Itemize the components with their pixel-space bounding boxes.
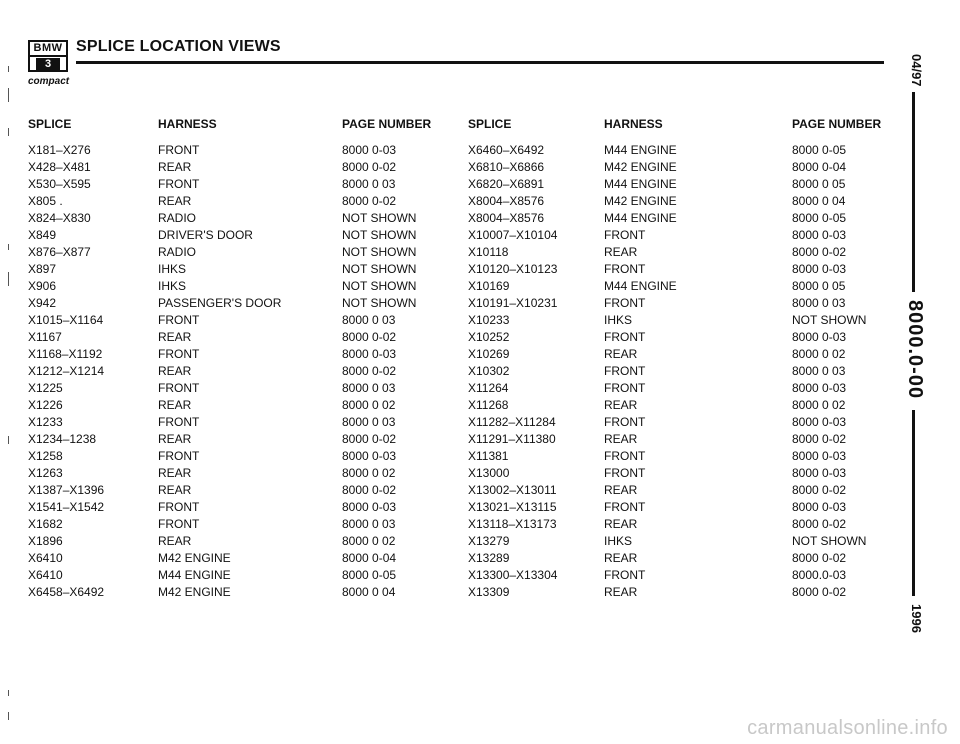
margin-mark bbox=[8, 128, 9, 136]
splice-cell: X530–X595 bbox=[28, 177, 91, 191]
splice-cell: X13002–X13011 bbox=[468, 483, 557, 497]
harness-cell: FRONT bbox=[604, 415, 646, 429]
harness-cell: REAR bbox=[158, 330, 192, 344]
page-number-cell: NOT SHOWN bbox=[342, 211, 417, 225]
page-number-cell: 8000 0-02 bbox=[792, 517, 847, 531]
page-number-cell: 8000 0 03 bbox=[792, 364, 846, 378]
page-number-cell: 8000 0 03 bbox=[342, 313, 396, 327]
side-rule bbox=[912, 92, 915, 292]
harness-cell: IHKS bbox=[158, 279, 187, 293]
splice-cell: X10169 bbox=[468, 279, 510, 293]
harness-cell: FRONT bbox=[604, 449, 646, 463]
splice-cell: X13309 bbox=[468, 585, 510, 599]
page-number-cell: 8000 0 02 bbox=[342, 466, 396, 480]
harness-cell: FRONT bbox=[158, 381, 200, 395]
page-number-cell: 8000 0 03 bbox=[342, 517, 396, 531]
page-number-cell: NOT SHOWN bbox=[792, 313, 867, 327]
splice-cell: X1234–1238 bbox=[28, 432, 97, 446]
harness-cell: M42 ENGINE bbox=[158, 585, 231, 599]
page-number-cell: 8000 0-02 bbox=[342, 194, 397, 208]
splice-cell: X1263 bbox=[28, 466, 63, 480]
harness-cell: M42 ENGINE bbox=[604, 194, 677, 208]
splice-cell: X876–X877 bbox=[28, 245, 91, 259]
harness-cell: RADIO bbox=[158, 245, 197, 259]
harness-cell: REAR bbox=[604, 551, 638, 565]
splice-cell: X6458–X6492 bbox=[28, 585, 105, 599]
side-rule bbox=[912, 410, 915, 596]
page-number-cell: 8000 0-03 bbox=[792, 330, 847, 344]
splice-cell: X10252 bbox=[468, 330, 510, 344]
page-number-cell: 8000 0-02 bbox=[792, 551, 847, 565]
harness-cell: FRONT bbox=[158, 347, 200, 361]
page-number-cell: NOT SHOWN bbox=[342, 279, 417, 293]
splice-cell: X8004–X8576 bbox=[468, 194, 545, 208]
page-number-cell: NOT SHOWN bbox=[342, 245, 417, 259]
harness-cell: IHKS bbox=[604, 313, 633, 327]
page-number-cell: 8000 0-03 bbox=[792, 415, 847, 429]
page-number-cell: 8000 0-04 bbox=[342, 551, 397, 565]
splice-cell: X1682 bbox=[28, 517, 63, 531]
harness-cell: REAR bbox=[604, 517, 638, 531]
page-number-cell: 8000 0-02 bbox=[342, 160, 397, 174]
page-number-cell: 8000 0 03 bbox=[342, 177, 396, 191]
splice-cell: X10118 bbox=[468, 245, 509, 259]
splice-cell: X13021–X13115 bbox=[468, 500, 557, 514]
page-number-cell: 8000 0-03 bbox=[342, 449, 397, 463]
splice-cell: X11291–X11380 bbox=[468, 432, 556, 446]
harness-cell: FRONT bbox=[158, 313, 200, 327]
splice-cell: X10233 bbox=[468, 313, 510, 327]
page-number-cell: 8000 0 04 bbox=[342, 585, 396, 599]
splice-cell: X10120–X10123 bbox=[468, 262, 558, 276]
margin-mark bbox=[8, 712, 9, 720]
harness-cell: REAR bbox=[158, 534, 192, 548]
page-number-cell: 8000 0-02 bbox=[342, 364, 397, 378]
splice-cell: X11282–X11284 bbox=[468, 415, 556, 429]
page-number-cell: 8000 0-03 bbox=[792, 262, 847, 276]
page-number-cell: 8000 0-03 bbox=[792, 228, 847, 242]
splice-cell: X6460–X6492 bbox=[468, 143, 545, 157]
harness-cell: REAR bbox=[604, 432, 638, 446]
bmw-logo bbox=[28, 40, 68, 72]
margin-mark bbox=[8, 272, 9, 286]
harness-cell: FRONT bbox=[158, 177, 200, 191]
harness-cell: M42 ENGINE bbox=[158, 551, 231, 565]
splice-cell: X10191–X10231 bbox=[468, 296, 558, 310]
page-number-cell: 8000 0-02 bbox=[342, 483, 397, 497]
harness-cell: REAR bbox=[604, 398, 638, 412]
logo-brand-text: BMW bbox=[30, 42, 66, 57]
page-number-cell: NOT SHOWN bbox=[792, 534, 867, 548]
harness-cell: FRONT bbox=[604, 364, 646, 378]
page-number-cell: NOT SHOWN bbox=[342, 228, 417, 242]
page-number-cell: NOT SHOWN bbox=[342, 262, 417, 276]
revision-date: 04/97 bbox=[909, 54, 924, 87]
harness-cell: REAR bbox=[158, 364, 192, 378]
page-number-cell: 8000 0-03 bbox=[342, 143, 397, 157]
harness-cell: REAR bbox=[158, 398, 192, 412]
harness-cell: FRONT bbox=[604, 228, 646, 242]
harness-cell: FRONT bbox=[604, 500, 646, 514]
page-number-cell: 8000 0 02 bbox=[342, 398, 396, 412]
splice-cell: X11264 bbox=[468, 381, 509, 395]
column-header: SPLICE bbox=[468, 117, 512, 131]
page-title: SPLICE LOCATION VIEWS bbox=[76, 38, 281, 55]
splice-cell: X13300–X13304 bbox=[468, 568, 558, 582]
splice-cell: X942 bbox=[28, 296, 57, 310]
harness-cell: FRONT bbox=[604, 466, 646, 480]
splice-cell: X10302 bbox=[468, 364, 510, 378]
page-number-cell: 8000 0 02 bbox=[792, 398, 846, 412]
harness-cell: RADIO bbox=[158, 211, 197, 225]
harness-cell: FRONT bbox=[158, 517, 200, 531]
page-number-cell: 8000 0 05 bbox=[792, 177, 846, 191]
harness-cell: FRONT bbox=[604, 262, 646, 276]
page-number-cell: 8000 0-03 bbox=[792, 449, 847, 463]
splice-cell: X13000 bbox=[468, 466, 510, 480]
page-number-cell: 8000 0 02 bbox=[342, 534, 396, 548]
splice-cell: X1167 bbox=[28, 330, 62, 344]
page-number-cell: 8000 0-02 bbox=[342, 432, 397, 446]
splice-cell: X13279 bbox=[468, 534, 510, 548]
page-number-cell: 8000 0-03 bbox=[342, 500, 397, 514]
logo-subtitle: compact bbox=[28, 76, 70, 87]
page-number-cell: 8000 0 04 bbox=[792, 194, 846, 208]
splice-cell: X1225 bbox=[28, 381, 63, 395]
page-number-cell: 8000 0-05 bbox=[792, 211, 847, 225]
column-header: PAGE NUMBER bbox=[342, 117, 432, 131]
harness-cell: IHKS bbox=[158, 262, 187, 276]
column-header: HARNESS bbox=[604, 117, 663, 131]
page-number-cell: 8000 0-03 bbox=[342, 347, 397, 361]
page-number-cell: NOT SHOWN bbox=[342, 296, 417, 310]
page-number-cell: 8000 0-02 bbox=[342, 330, 397, 344]
harness-cell: REAR bbox=[158, 160, 192, 174]
margin-mark bbox=[8, 66, 9, 72]
harness-cell: REAR bbox=[158, 432, 192, 446]
page-number-cell: 8000 0-04 bbox=[792, 160, 847, 174]
model-year: 1996 bbox=[909, 604, 924, 633]
watermark-text: carmanualsonline.info bbox=[747, 717, 948, 739]
harness-cell: FRONT bbox=[604, 296, 646, 310]
splice-cell: X6410 bbox=[28, 551, 63, 565]
splice-cell: X11381 bbox=[468, 449, 509, 463]
page-number-cell: 8000 0-05 bbox=[792, 143, 847, 157]
splice-cell: X13289 bbox=[468, 551, 510, 565]
harness-cell: REAR bbox=[604, 483, 638, 497]
splice-cell: X1541–X1542 bbox=[28, 500, 105, 514]
harness-cell: FRONT bbox=[158, 500, 200, 514]
page-number-cell: 8000 0-02 bbox=[792, 245, 847, 259]
splice-cell: X906 bbox=[28, 279, 57, 293]
splice-cell: X181–X276 bbox=[28, 143, 91, 157]
splice-cell: X10007–X10104 bbox=[468, 228, 558, 242]
splice-cell: X1233 bbox=[28, 415, 63, 429]
page-number-cell: 8000 0 02 bbox=[792, 347, 846, 361]
column-header: HARNESS bbox=[158, 117, 217, 131]
harness-cell: FRONT bbox=[158, 449, 200, 463]
harness-cell: M44 ENGINE bbox=[604, 211, 677, 225]
page-number-cell: 8000 0-02 bbox=[792, 483, 847, 497]
harness-cell: FRONT bbox=[158, 415, 200, 429]
page-number-cell: 8000 0-03 bbox=[792, 381, 847, 395]
page-number-cell: 8000 0 03 bbox=[792, 296, 846, 310]
splice-cell: X6820–X6891 bbox=[468, 177, 545, 191]
column-header: SPLICE bbox=[28, 117, 72, 131]
harness-cell: IHKS bbox=[604, 534, 633, 548]
harness-cell: M44 ENGINE bbox=[604, 177, 677, 191]
margin-mark bbox=[8, 436, 9, 444]
harness-cell: REAR bbox=[158, 466, 192, 480]
page-number-cell: 8000 0-03 bbox=[792, 466, 847, 480]
page-number-cell: 8000 0 03 bbox=[342, 415, 396, 429]
harness-cell: PASSENGER'S DOOR bbox=[158, 296, 282, 310]
page-number-cell: 8000 0-03 bbox=[792, 500, 847, 514]
splice-cell: X1226 bbox=[28, 398, 63, 412]
column-header: PAGE NUMBER bbox=[792, 117, 882, 131]
splice-cell: X1387–X1396 bbox=[28, 483, 105, 497]
page-number-cell: 8000.0-03 bbox=[792, 568, 847, 582]
splice-cell: X11268 bbox=[468, 398, 509, 412]
margin-mark bbox=[8, 88, 9, 102]
splice-cell: X897 bbox=[28, 262, 57, 276]
logo-series-badge: 3 bbox=[36, 58, 60, 70]
splice-cell: X10269 bbox=[468, 347, 510, 361]
harness-cell: REAR bbox=[604, 245, 638, 259]
harness-cell: FRONT bbox=[604, 568, 646, 582]
splice-cell: X6410 bbox=[28, 568, 63, 582]
harness-cell: M44 ENGINE bbox=[158, 568, 231, 582]
splice-cell: X428–X481 bbox=[28, 160, 91, 174]
splice-cell: X1258 bbox=[28, 449, 63, 463]
page-number-cell: 8000 0-02 bbox=[792, 585, 847, 599]
harness-cell: FRONT bbox=[158, 143, 200, 157]
splice-cell: X1168–X1192 bbox=[28, 347, 103, 361]
page-number-cell: 8000 0-05 bbox=[342, 568, 397, 582]
harness-cell: DRIVER'S DOOR bbox=[158, 228, 253, 242]
harness-cell: REAR bbox=[604, 585, 638, 599]
harness-cell: REAR bbox=[158, 483, 192, 497]
splice-cell: X8004–X8576 bbox=[468, 211, 545, 225]
splice-cell: X1015–X1164 bbox=[28, 313, 104, 327]
splice-cell: X1896 bbox=[28, 534, 63, 548]
harness-cell: FRONT bbox=[604, 330, 646, 344]
section-page-number: 8000.0-00 bbox=[904, 300, 926, 400]
margin-mark bbox=[8, 690, 9, 696]
harness-cell: M44 ENGINE bbox=[604, 143, 677, 157]
harness-cell: FRONT bbox=[604, 381, 646, 395]
splice-cell: X6810–X6866 bbox=[468, 160, 545, 174]
header-divider bbox=[76, 61, 884, 64]
harness-cell: REAR bbox=[158, 194, 192, 208]
splice-cell: X849 bbox=[28, 228, 57, 242]
margin-mark bbox=[8, 244, 9, 250]
harness-cell: M44 ENGINE bbox=[604, 279, 677, 293]
splice-cell: X824–X830 bbox=[28, 211, 91, 225]
harness-cell: REAR bbox=[604, 347, 638, 361]
splice-cell: X805 . bbox=[28, 194, 63, 208]
harness-cell: M42 ENGINE bbox=[604, 160, 677, 174]
page-number-cell: 8000 0 05 bbox=[792, 279, 846, 293]
splice-cell: X1212–X1214 bbox=[28, 364, 105, 378]
page-number-cell: 8000 0-02 bbox=[792, 432, 847, 446]
splice-cell: X13118–X13173 bbox=[468, 517, 557, 531]
page-number-cell: 8000 0 03 bbox=[342, 381, 396, 395]
